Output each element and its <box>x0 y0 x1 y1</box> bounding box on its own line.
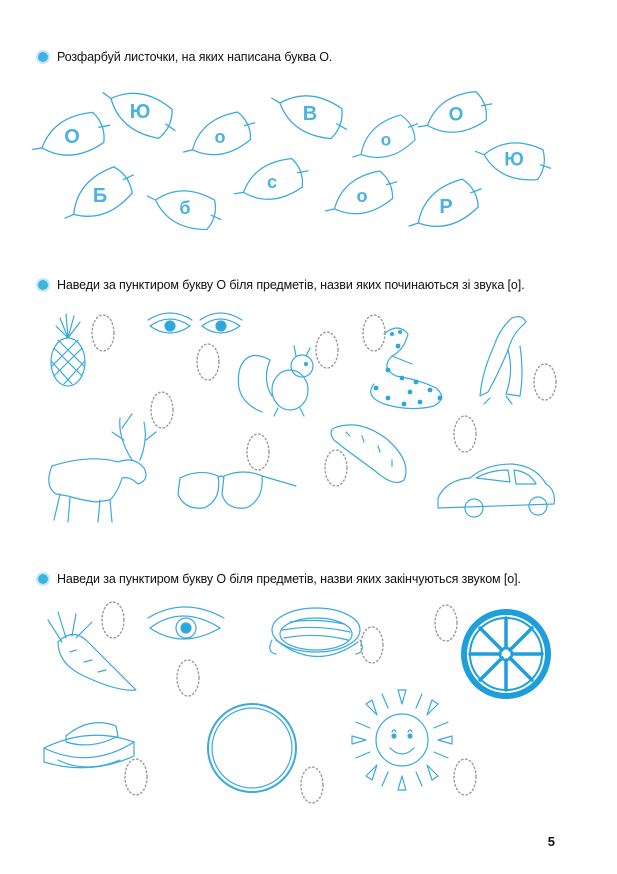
glasses-icon <box>178 472 296 508</box>
leaf-3[interactable] <box>176 105 262 170</box>
dotted-letter-o-soap[interactable] <box>125 759 147 795</box>
leaf-letter: Ю <box>504 149 524 171</box>
dotted-letter-o-pineapple[interactable] <box>92 315 114 351</box>
dotted-letter-o-snake[interactable] <box>363 315 385 351</box>
leaves-group <box>26 77 554 244</box>
task-3-text: Наведи за пунктиром букву О біля предметів, назви яких закінчуються звуком [о]. <box>57 572 521 586</box>
leaf-letter: о <box>356 186 368 206</box>
car-icon <box>438 464 554 517</box>
squirrel-icon <box>238 346 313 416</box>
leaf-6[interactable] <box>412 85 497 145</box>
pan-icon <box>270 608 363 657</box>
ring-icon <box>208 704 296 792</box>
leaf-9[interactable] <box>142 180 226 235</box>
leaf-12[interactable] <box>400 171 490 245</box>
dotted-letter-o-glasses[interactable] <box>247 434 269 470</box>
sun-icon <box>352 690 452 790</box>
task-2-text: Наведи за пунктиром букву О біля предметів, назви яких починаються зі звука [о]. <box>57 278 525 292</box>
deer-icon <box>49 414 156 522</box>
leaf-5[interactable] <box>345 107 426 173</box>
leaf-letter: О <box>448 104 464 126</box>
carrot-icon <box>48 612 136 690</box>
dotted-letter-o-carrot[interactable] <box>102 602 124 638</box>
dotted-letter-o-eye[interactable] <box>177 660 199 696</box>
leaf-letter: о <box>380 130 392 150</box>
leaf-7[interactable] <box>472 136 555 185</box>
dotted-letter-o-cucumber[interactable] <box>325 450 347 486</box>
eyes-icon <box>148 313 242 333</box>
task-1-text: Розфарбуй листочки, на яких написана буква О. <box>57 50 333 64</box>
dotted-letter-o-eyes[interactable] <box>197 344 219 380</box>
dotted-letter-o-pan[interactable] <box>361 627 383 663</box>
snake-icon <box>371 328 443 409</box>
leaf-letter: Б <box>92 185 108 207</box>
leaf-letter: Р <box>439 196 453 218</box>
dotted-letter-o-car[interactable] <box>454 416 476 452</box>
leaf-letter: б <box>179 198 191 218</box>
cucumber-icon <box>331 425 406 483</box>
leaf-letter: с <box>266 172 278 192</box>
leaf-1[interactable] <box>26 106 116 169</box>
soap-icon <box>44 723 134 768</box>
dotted-letter-o-sun[interactable] <box>454 759 476 795</box>
leaf-letter: О <box>64 126 80 148</box>
dotted-letter-o-squirrel[interactable] <box>316 332 338 368</box>
dotted-letter-o-ring[interactable] <box>301 767 323 803</box>
leaf-letter: В <box>302 103 318 125</box>
leaf-11[interactable] <box>318 164 404 229</box>
page-number: 5 <box>547 834 555 849</box>
dotted-letter-o-eagle[interactable] <box>534 364 556 400</box>
leaf-10[interactable] <box>228 152 313 212</box>
dotted-letter-o-deer[interactable] <box>151 392 173 428</box>
eagle-icon <box>480 317 526 404</box>
dotted-letter-o-wheel[interactable] <box>435 605 457 641</box>
eye-icon <box>148 607 224 639</box>
leaf-letter: о <box>214 127 226 147</box>
leaf-letter: Ю <box>129 101 151 123</box>
leaf-4[interactable] <box>264 82 354 145</box>
wheel-icon <box>464 612 548 696</box>
leaf-8[interactable] <box>55 158 144 236</box>
pineapple-icon <box>51 314 85 386</box>
leaf-2[interactable] <box>94 77 184 146</box>
